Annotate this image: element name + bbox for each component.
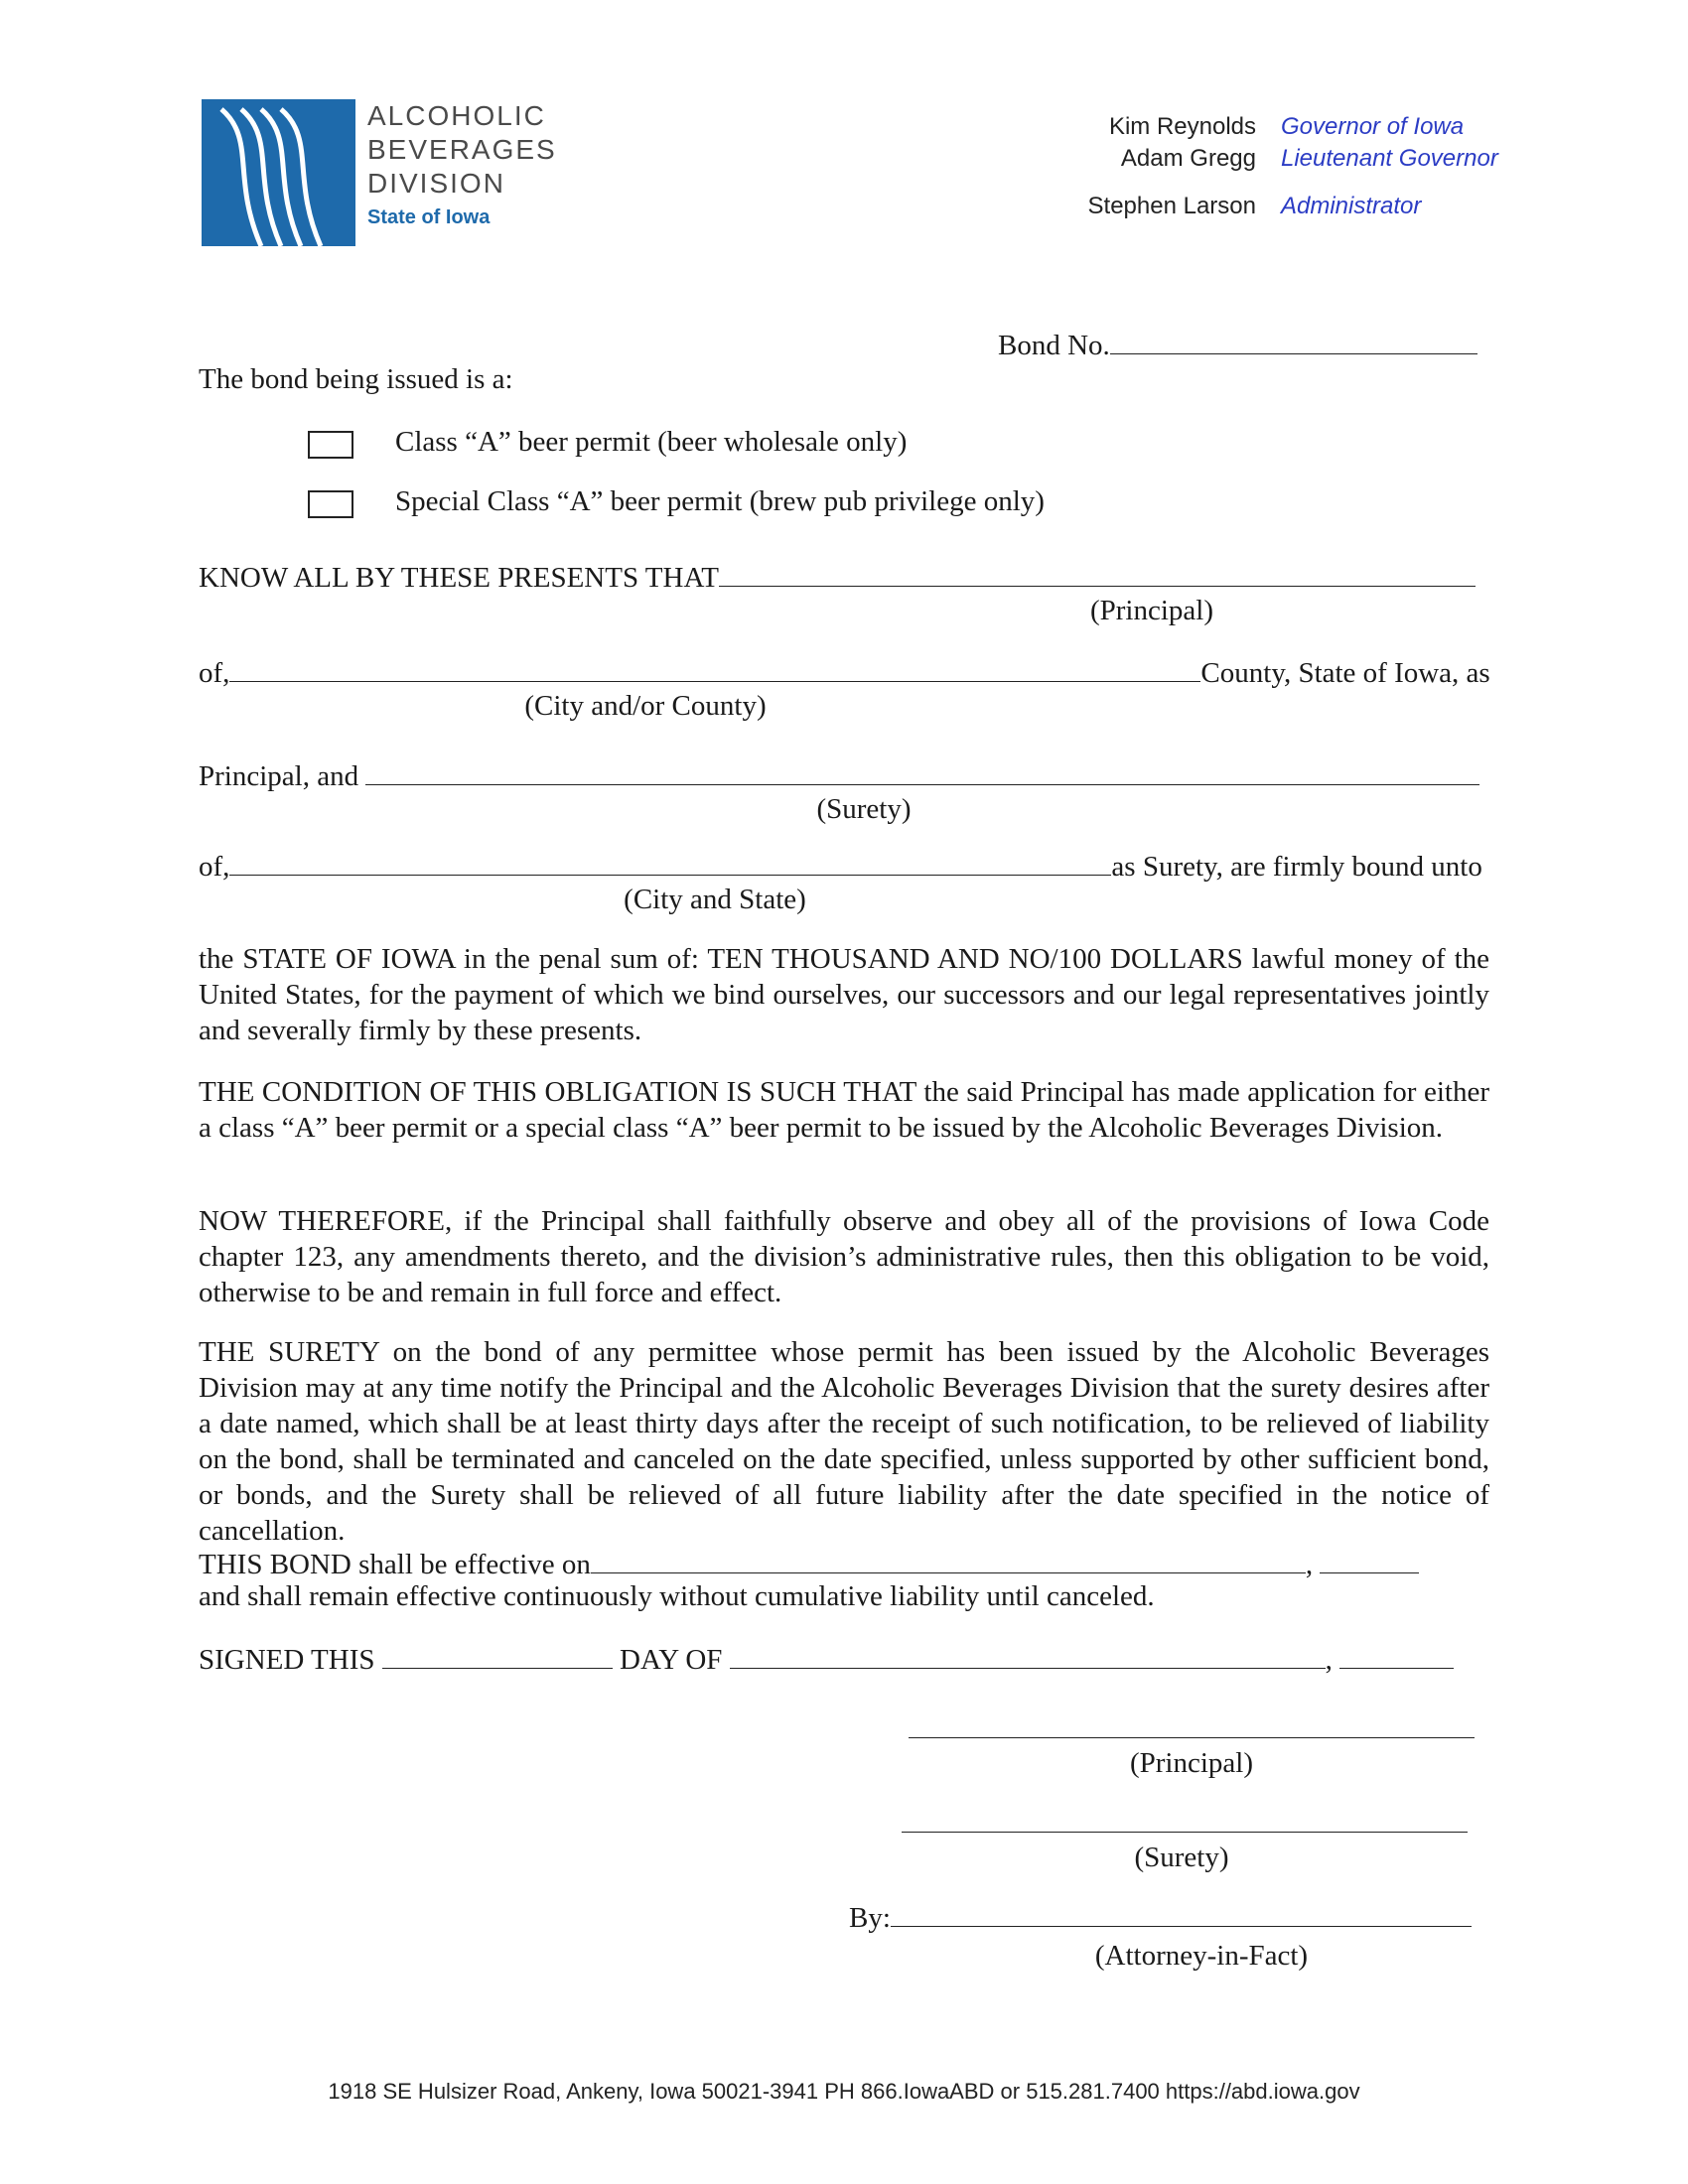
signed-row — [199, 1640, 1454, 1678]
surety-city-state-field[interactable] — [229, 847, 1111, 876]
city-county-caption: (City and/or County) — [524, 690, 767, 722]
surety-suffix: as Surety, are firmly bound unto — [1111, 851, 1482, 883]
attorney-caption: (Attorney-in-Fact) — [1094, 1940, 1309, 1972]
signed-comma: , — [1325, 1644, 1333, 1676]
logo-subtitle: State of Iowa — [367, 206, 491, 228]
effective-year-field[interactable] — [1320, 1545, 1419, 1573]
county-suffix: County, State of Iowa, as — [1200, 657, 1490, 689]
day-of-label: DAY OF — [620, 1644, 723, 1676]
wave-icon — [202, 99, 355, 246]
surety-row — [199, 756, 1479, 794]
logo-line-2: BEVERAGES — [367, 134, 557, 165]
bond-no-row — [998, 326, 1477, 363]
know-all-label: KNOW ALL BY THESE PRESENTS THAT — [199, 562, 719, 594]
special-class-a-checkbox[interactable] — [308, 490, 353, 518]
attorney-row — [849, 1898, 1472, 1936]
official-name-administrator: Stephen Larson — [1087, 193, 1256, 219]
class-a-option-label: Class “A” beer permit (beer wholesale only) — [395, 426, 908, 458]
effective-date-field[interactable] — [591, 1545, 1306, 1573]
special-class-a-option-label: Special Class “A” beer permit (brew pub privilege only) — [395, 485, 1045, 517]
official-title-lt-governor: Lieutenant Governor — [1281, 145, 1498, 172]
principal-city-county-field[interactable] — [229, 653, 1200, 682]
abd-logo-mark — [202, 99, 355, 246]
class-a-checkbox[interactable] — [308, 431, 353, 459]
footer-address: 1918 SE Hulsizer Road, Ankeny, Iowa 50021-3941 PH 866.IowaABD or 515.281.7400 https://abd.iowa.gov — [328, 2079, 1360, 2104]
effective-label: THIS BOND shall be effective on — [199, 1549, 591, 1580]
penal-sum-paragraph: the STATE OF IOWA in the penal sum of: TEN THOUSAND AND NO/100 DOLLARS lawful money of the United States, for the payment of which we bind ourselves, our successors and our legal representatives jointly and severally firmly by these presents. — [199, 943, 1489, 1046]
sig-surety-caption: (Surety) — [1134, 1842, 1229, 1873]
principal-name-field[interactable] — [719, 558, 1476, 587]
bond-type-label: The bond being issued is a: — [199, 363, 513, 395]
by-label: By: — [849, 1902, 891, 1934]
know-all-row — [199, 558, 1476, 596]
principal-signature-line[interactable] — [909, 1737, 1475, 1738]
continuous-text: and shall remain effective continuously without cumulative liability until canceled. — [199, 1580, 1155, 1612]
surety-name-field[interactable] — [365, 756, 1479, 785]
official-title-governor: Governor of Iowa — [1281, 113, 1465, 140]
official-name-governor: Kim Reynolds — [1108, 113, 1256, 140]
surety-location-row — [199, 847, 1482, 885]
signed-day-field[interactable] — [382, 1640, 613, 1669]
attorney-signature-field[interactable] — [891, 1898, 1472, 1927]
logo-line-3: DIVISION — [367, 168, 505, 199]
effective-comma: , — [1305, 1549, 1314, 1580]
of-label-2: of, — [199, 851, 230, 883]
principal-caption: (Principal) — [1089, 595, 1213, 626]
surety-notice-paragraph: THE SURETY on the bond of any permittee whose permit has been issued by the Alcoholic Beverages Division may at any time notify the Principal and the Alcoholic Beverages Division that the surety desires after a date named, which shall be at least thirty days after the receipt of such notification, to be relieved of liability on the bond, shall be terminated and canceled on the date specified, unless supported by other sufficient bond, or bonds, and the Surety shall be relieved of all future liability after the date specified in the notice of cancellation. — [199, 1336, 1489, 1547]
signed-month-field[interactable] — [730, 1640, 1326, 1669]
logo-line-1: ALCOHOLIC — [367, 100, 546, 131]
official-name-lt-governor: Adam Gregg — [1120, 145, 1256, 172]
effective-row — [199, 1545, 1419, 1582]
bond-no-label: Bond No. — [998, 330, 1110, 361]
surety-caption: (Surety) — [816, 793, 912, 825]
signed-year-field[interactable] — [1339, 1640, 1454, 1669]
sig-principal-caption: (Principal) — [1129, 1747, 1253, 1779]
bond-no-field[interactable] — [1110, 326, 1477, 354]
condition-paragraph: THE CONDITION OF THIS OBLIGATION IS SUCH THAT the said Principal has made application for either a class “A” beer permit or a special class “A” beer permit to be issued by the Alcoholic Beverages Division. — [199, 1076, 1489, 1144]
city-state-caption: (City and State) — [624, 884, 806, 915]
of-label: of, — [199, 657, 230, 689]
official-title-administrator: Administrator — [1281, 193, 1422, 219]
surety-signature-line[interactable] — [902, 1832, 1468, 1833]
signed-label: SIGNED THIS — [199, 1644, 375, 1676]
principal-location-row — [199, 653, 1490, 691]
principal-and-label: Principal, and — [199, 760, 359, 792]
now-therefore-paragraph: NOW THEREFORE, if the Principal shall faithfully observe and obey all of the provisions of Iowa Code chapter 123, any amendments thereto, and the division’s administrative rules, then this obligation to be void, otherwise to be and remain in full force and effect. — [199, 1205, 1489, 1308]
abd-logo-text — [367, 99, 557, 229]
